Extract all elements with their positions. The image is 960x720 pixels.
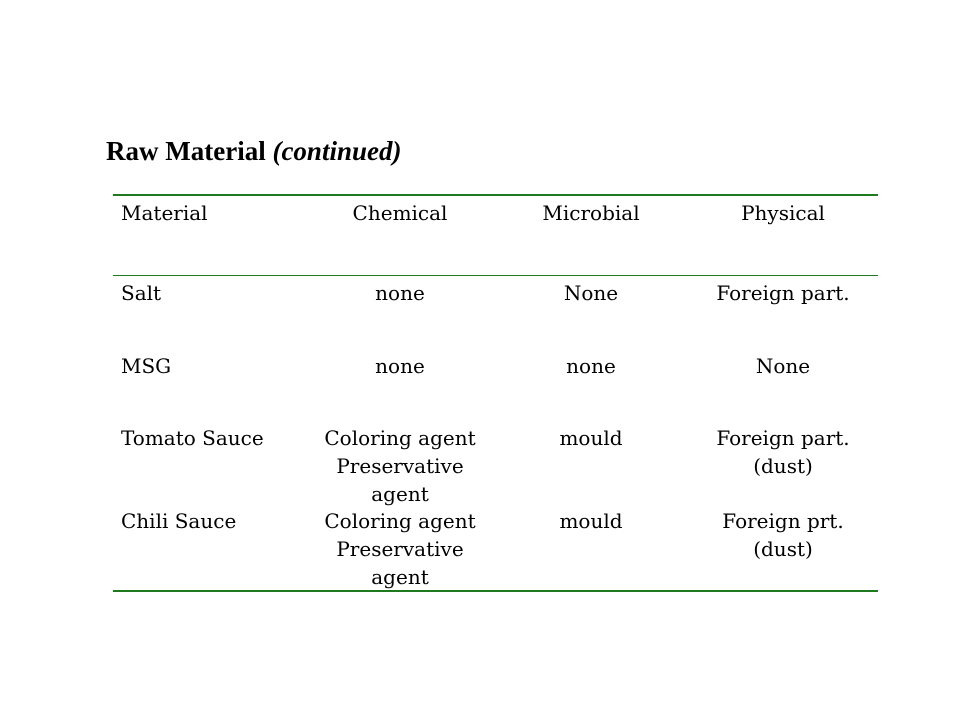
header-separator-rule bbox=[113, 275, 878, 276]
raw-material-table bbox=[113, 194, 878, 594]
table-cell-physical: None bbox=[755, 354, 811, 378]
title-main: Raw Material bbox=[106, 136, 266, 166]
header-material: Material bbox=[121, 201, 208, 225]
table-cell-microbial: mould bbox=[559, 509, 623, 533]
table-cell-material: Salt bbox=[121, 281, 162, 305]
table-cell-physical: Foreign part. bbox=[716, 281, 850, 305]
slide-title bbox=[106, 136, 401, 167]
table-cell-chemical: none bbox=[375, 281, 425, 305]
table-cell-chemical: Coloring agent Preservative agent bbox=[324, 509, 476, 589]
table-cell-material: MSG bbox=[121, 354, 172, 378]
table-cell-chemical: Coloring agent Preservative agent bbox=[324, 426, 476, 506]
table-cell-chemical: none bbox=[375, 354, 425, 378]
table-cell-physical: Foreign part. (dust) bbox=[716, 426, 850, 478]
header-microbial: Microbial bbox=[542, 201, 640, 225]
table-cell-microbial: none bbox=[566, 354, 616, 378]
table-cell-physical: Foreign prt. (dust) bbox=[722, 509, 844, 561]
header-chemical: Chemical bbox=[352, 201, 448, 225]
table-cell-microbial: None bbox=[563, 281, 619, 305]
table-cell-material: Tomato Sauce bbox=[121, 426, 264, 450]
table-cell-material: Chili Sauce bbox=[121, 509, 237, 533]
table-top-rule bbox=[113, 194, 878, 196]
table-cell-microbial: mould bbox=[559, 426, 623, 450]
header-physical: Physical bbox=[741, 201, 825, 225]
title-subtitle: (continued) bbox=[272, 136, 402, 166]
